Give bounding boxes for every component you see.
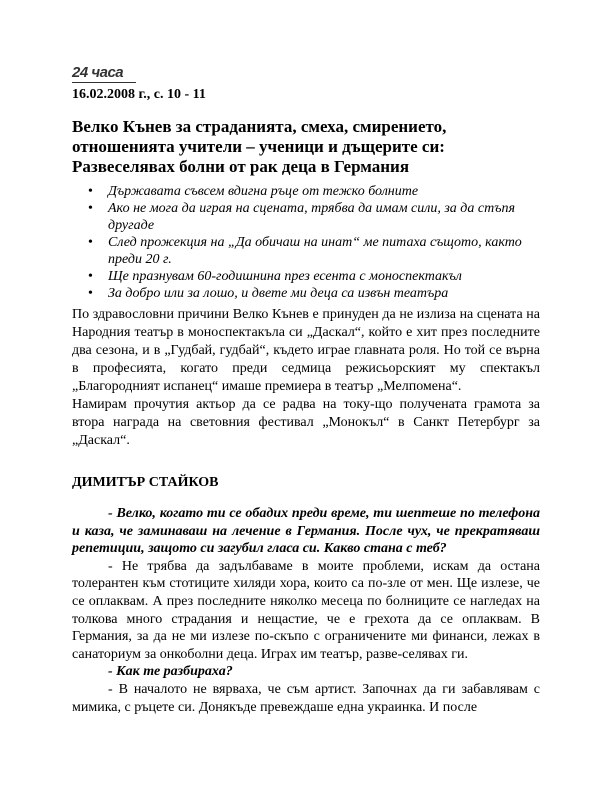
bullet-item: • След прожекция на „Да обичаш на инат“ ме питаха същото, както преди 20 г. [88,234,540,268]
masthead-underline [72,82,136,83]
author-name: ДИМИТЪР СТАЙКОВ [72,475,219,490]
interview-question: - Велко, когато ти се обадих преди време, ти шептеше по телефона и каза, че заминаваш на лечение в Германия. После чух, че прекратяваш репетиции, защото си загубил гласа си. Какво стана с теб? [72,506,540,557]
intro-paragraph: Намирам прочутия актьор да се радва на току-що получената грамота за втора награда на световния фестивал „Монокъл“ в Санкт Петербург за „Даскал“. [72,397,540,448]
interview-answer: - В началото не вярваха, че съм артист. Започнах да ги забавлявам с мимика, с ръцете си. Донякъде превеждаше една украинка. И после [72,681,540,715]
summary-bullets [88,183,540,302]
article-headline: Велко Кънев за страданията, смеха, смирението, отношенията учители – ученици и дъщерите си: Развеселявах болни от рак деца в Германия [72,117,447,176]
bullet-item: • За добро или за лошо, и двете ми деца са извън театъра [88,285,540,302]
intro-paragraph: По здравословни причини Велко Кънев е принуден да не излиза на сцената на Народния театър в моноспектакъла си „Даскал“, който е хит през последните два сезона, и в „Гудбай, гудбай“, където играе главната роля. Но той се върна в професията, когато преди седмица режисьорският му спектакъл „Благородният испанец“ имаше премиера в театър „Мелпомена“. [72,307,540,394]
bullet-item: • Държавата съвсем вдигна ръце от тежко болните [88,183,540,200]
dateline: 16.02.2008 г., с. 10 - 11 [72,87,206,102]
bullet-item: • Ако не мога да играя на сцената, трябва да имам сили, за да стъпя другаде [88,200,540,234]
newspaper-masthead: 24 часа [72,64,124,81]
interview-body [72,505,540,716]
intro-text [72,306,540,450]
interview-question: - Как те разбираха? [108,664,233,680]
bullet-item: • Ще празнувам 60-годишнина през есента с моноспектакъл [88,268,540,285]
interview-answer: - Не трябва да задълбаваме в моите проблеми, искам да остана толерантен към стотиците хиляди хора, които са по-зле от мен. Ще излезе, че се оплаквам. А през последните няколко месеца по болниците се нагледах на толкова много страдания и нещастие, че е грехота да се оплаквам. В Германия, за да не ми излезе по-скъпо с ограничените ми финанси, лежах в санаториум за онкоболни деца. Играх им театър, разве-селявах ги. [72,558,540,662]
